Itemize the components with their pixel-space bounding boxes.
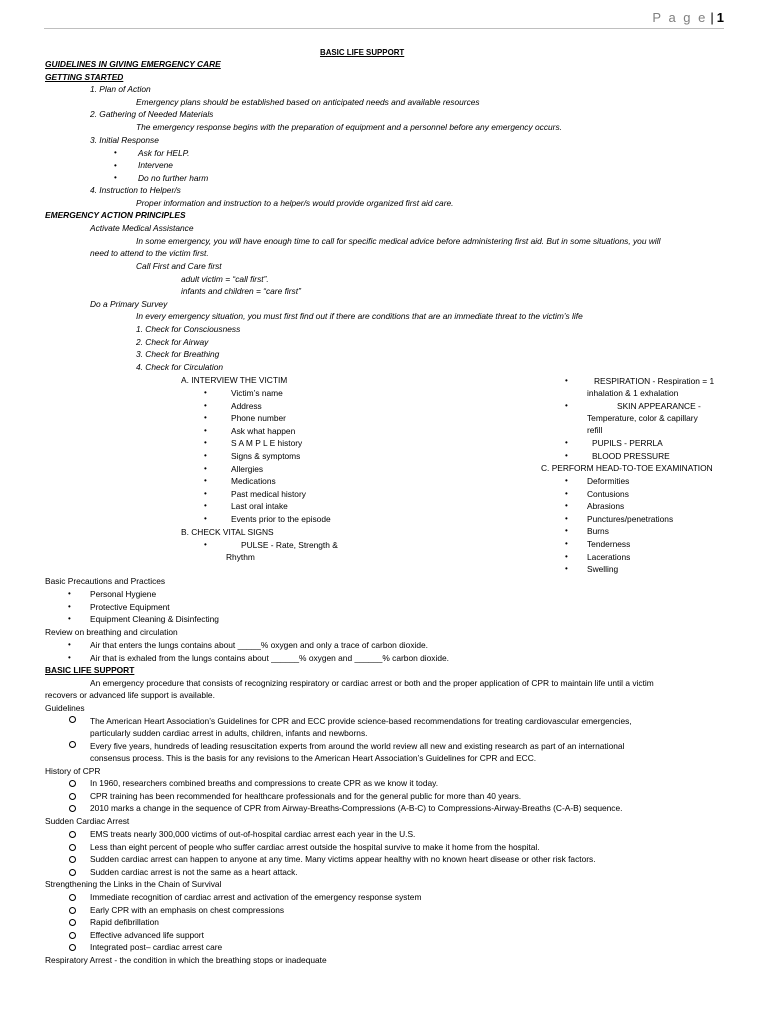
circle-bullet-icon <box>69 831 76 838</box>
bullet-icon: • <box>204 540 207 549</box>
bullet-item: The American Heart Association’s Guidelines for CPR and ECC provide science-based recommendations for treating cardiovascular emergencies, <box>90 716 632 726</box>
bullet-item: Contusions <box>587 488 629 499</box>
section-heading: Basic Precautions and Practices <box>45 576 166 586</box>
bullet-item: Ask what happen <box>231 425 296 436</box>
bullet-item: Air that is exhaled from the lungs contains about ______% oxygen and ______% carbon dioxide. <box>90 653 449 663</box>
section-heading: EMERGENCY ACTION PRINCIPLES <box>45 210 186 220</box>
section-heading: Guidelines <box>45 703 85 713</box>
check-item: 1. Check for Consciousness <box>136 324 241 334</box>
paragraph-line: infants and children = “care first” <box>181 286 301 296</box>
bullet-icon: • <box>114 148 117 157</box>
bullet-item: In 1960, researchers combined breaths and compressions to create CPR as we know it today. <box>90 778 439 788</box>
bullet-item: Swelling <box>587 564 619 575</box>
bullet-item: Immediate recognition of cardiac arrest and activation of the emergency response system <box>90 892 422 902</box>
bullet-item: Equipment Cleaning & Disinfecting <box>90 614 219 625</box>
bullet-icon: • <box>68 589 71 598</box>
paragraph-line: recovers or advanced life support is available. <box>45 690 215 700</box>
bullet-item: Do no further harm <box>138 173 209 183</box>
bullet-icon: • <box>565 501 568 511</box>
circle-bullet-icon <box>69 869 76 876</box>
subsection-heading: C. PERFORM HEAD-TO-TOE EXAMINATION <box>541 463 713 473</box>
subheading: Do a Primary Survey <box>90 299 168 309</box>
bullet-icon: • <box>565 451 568 460</box>
bullet-icon: • <box>565 539 568 548</box>
bullet-icon: • <box>204 438 207 448</box>
bullet-item: Victim’s name <box>231 388 283 398</box>
bullet-item: EMS treats nearly 300,000 victims of out-of-hospital cardiac arrest each year in the U.S. <box>90 829 416 839</box>
paragraph-line: need to attend to the victim first. <box>90 248 209 258</box>
bullet-icon: • <box>204 476 207 486</box>
bullet-item: PULSE - Rate, Strength & <box>241 540 338 550</box>
bullet-item: RESPIRATION - Respiration = 1 <box>594 376 715 386</box>
subheading: GETTING STARTED <box>45 72 124 82</box>
bullet-item: Integrated post– cardiac arrest care <box>90 942 223 953</box>
bullet-item: Signs & symptoms <box>231 451 301 461</box>
list-item: 4. Instruction to Helper/s <box>90 185 181 195</box>
bullet-item: Personal Hygiene <box>90 589 157 599</box>
section-heading: Review on breathing and circulation <box>45 627 178 637</box>
subheading: Activate Medical Assistance <box>90 223 194 233</box>
bullet-item: Phone number <box>231 413 286 424</box>
bullet-icon: • <box>204 400 207 410</box>
bullet-item: Rhythm <box>226 552 255 562</box>
subheading: Call First and Care first <box>136 261 222 271</box>
paragraph-line: In some emergency, you will have enough time to call for specific medical advice before administering first aid. But in some situations, you will <box>136 236 661 246</box>
bullet-icon: • <box>204 413 207 423</box>
subsection-heading: A. INTERVIEW THE VICTIM <box>181 375 288 385</box>
bullet-item: Allergies <box>231 463 264 474</box>
section-heading: GUIDELINES IN GIVING EMERGENCY CARE <box>45 59 221 69</box>
bullet-item: S A M P L E history <box>231 438 303 449</box>
item-description: Proper information and instruction to a helper/s would provide organized first aid care. <box>136 198 454 208</box>
bullet-item: Deformities <box>587 476 630 486</box>
bullet-item: Events prior to the episode <box>231 514 331 524</box>
bullet-icon: • <box>68 601 71 611</box>
page-number: P a g e | 1 <box>652 10 724 25</box>
document-title: BASIC LIFE SUPPORT <box>319 47 405 57</box>
bullet-icon: • <box>114 173 117 182</box>
circle-bullet-icon <box>69 919 76 926</box>
bullet-icon: • <box>204 388 207 397</box>
circle-bullet-icon <box>69 944 76 951</box>
bullet-item: Less than eight percent of people who suffer cardiac arrest outside the hospital survive to make it home from the hospital. <box>90 841 540 852</box>
bullet-icon: • <box>565 526 568 536</box>
bullet-icon: • <box>68 653 71 662</box>
bullet-item: Ask for HELP. <box>138 148 190 158</box>
circle-bullet-icon <box>69 932 76 939</box>
bullet-item: Past medical history <box>231 488 306 499</box>
paragraph-line: An emergency procedure that consists of recognizing respiratory or cardiac arrest or both and the proper application of CPR to maintain life until a victim <box>90 678 654 688</box>
bullet-icon: • <box>204 514 207 523</box>
bullet-item: Lacerations <box>587 551 631 562</box>
bullet-item: Address <box>231 400 262 411</box>
circle-bullet-icon <box>69 844 76 851</box>
header-rule <box>44 28 724 29</box>
list-item: 3. Initial Response <box>90 135 159 145</box>
bullet-item: Effective advanced life support <box>90 929 204 940</box>
bullet-icon: • <box>565 476 568 485</box>
bullet-item: Medications <box>231 476 276 487</box>
bullet-icon: • <box>204 425 207 435</box>
bullet-item: refill <box>587 425 603 435</box>
bullet-icon: • <box>68 614 71 624</box>
bullet-item: Last oral intake <box>231 501 288 512</box>
check-item: 3. Check for Breathing <box>136 349 220 359</box>
bullet-item: Air that enters the lungs contains about _____% oxygen and only a trace of carbon dioxide. <box>90 640 429 650</box>
bullet-item: Rapid defibrillation <box>90 917 159 928</box>
bullet-icon: • <box>565 438 568 447</box>
bullet-item: inhalation & 1 exhalation <box>587 388 679 398</box>
bullet-item: CPR training has been recommended for healthcare professionals and for the general public for more than 40 years. <box>90 790 522 801</box>
bullet-item: 2010 marks a change in the sequence of CPR from Airway-Breaths-Compressions (A-B-C) to Compressions-Airway-Breaths (C-A-B) sequence. <box>90 803 623 814</box>
section-heading: Respiratory Arrest - the condition in which the breathing stops or inadequate <box>45 955 327 965</box>
bullet-icon: • <box>565 401 568 410</box>
paragraph-line: adult victim = “call first”. <box>181 274 269 284</box>
bullet-icon: • <box>204 451 207 460</box>
bullet-icon: • <box>204 488 207 498</box>
bullet-icon: • <box>565 376 568 385</box>
circle-bullet-icon <box>69 716 76 723</box>
bullet-item: Abrasions <box>587 501 625 512</box>
bullet-icon: • <box>565 564 568 574</box>
circle-bullet-icon <box>69 780 76 787</box>
bullet-icon: • <box>204 463 207 473</box>
circle-bullet-icon <box>69 894 76 901</box>
bullet-item: SKIN APPEARANCE - <box>617 401 701 411</box>
circle-bullet-icon <box>69 741 76 748</box>
bullet-icon: • <box>204 501 207 511</box>
circle-bullet-icon <box>69 907 76 914</box>
bullet-icon: • <box>565 513 568 523</box>
bullet-icon: • <box>68 640 71 649</box>
bullet-item: Tenderness <box>587 539 631 549</box>
section-heading: BASIC LIFE SUPPORT <box>45 665 135 675</box>
item-description: Emergency plans should be established based on anticipated needs and available resources <box>136 97 480 107</box>
bullet-item: Every five years, hundreds of leading resuscitation experts from around the world review all new and existing research as part of an international <box>90 741 625 751</box>
bullet-item: PUPILS - PERRLA <box>592 438 663 448</box>
bullet-item: Sudden cardiac arrest is not the same as a heart attack. <box>90 866 298 877</box>
bullet-icon: • <box>565 488 568 498</box>
circle-bullet-icon <box>69 793 76 800</box>
paragraph-line: In every emergency situation, you must first find out if there are conditions that are an immediate threat to the victim’s life <box>136 311 583 321</box>
item-description: The emergency response begins with the preparation of equipment and a personnel before any emergency occurs. <box>136 122 562 132</box>
bullet-item: particularly sudden cardiac arrest in adults, children, infants and newborns. <box>90 728 368 738</box>
bullet-item: Intervene <box>138 160 173 170</box>
bullet-icon: • <box>114 161 117 170</box>
check-item: 2. Check for Airway <box>136 337 209 347</box>
bullet-item: Temperature, color & capillary <box>587 413 698 423</box>
bullet-item: Early CPR with an emphasis on chest compressions <box>90 904 285 915</box>
section-heading: Sudden Cardiac Arrest <box>45 816 130 826</box>
bullet-item: Protective Equipment <box>90 601 170 612</box>
list-item: 1. Plan of Action <box>90 84 151 94</box>
bullet-item: BLOOD PRESSURE <box>592 451 670 461</box>
section-heading: History of CPR <box>45 766 101 776</box>
bullet-item: Punctures/penetrations <box>587 513 674 524</box>
circle-bullet-icon <box>69 805 76 812</box>
bullet-item: Burns <box>587 526 609 537</box>
bullet-item: consensus process. This is the basis for any revisions to the American Heart Association’s Guidelines for CPR and ECC. <box>90 753 537 763</box>
check-item: 4. Check for Circulation <box>136 362 224 372</box>
bullet-icon: • <box>565 551 568 561</box>
subsection-heading: B. CHECK VITAL SIGNS <box>181 527 274 537</box>
section-heading: Strengthening the Links in the Chain of Survival <box>45 879 222 889</box>
list-item: 2. Gathering of Needed Materials <box>90 109 214 119</box>
bullet-item: Sudden cardiac arrest can happen to anyone at any time. Many victims appear healthy with no known heart disease or other risk factors. <box>90 854 596 865</box>
circle-bullet-icon <box>69 856 76 863</box>
